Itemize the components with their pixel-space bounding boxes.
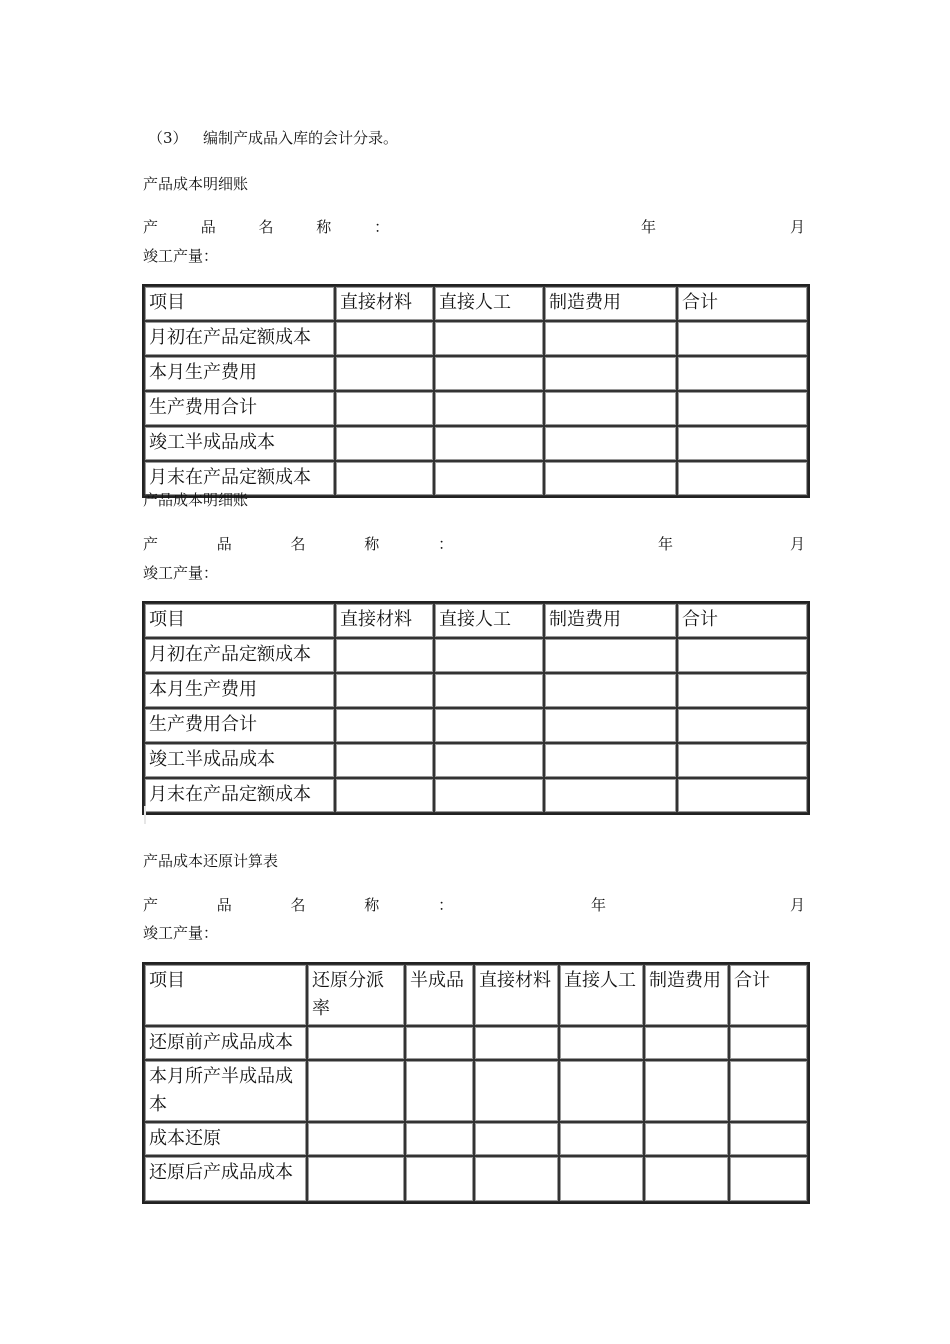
- blank-cell: [405, 1156, 474, 1202]
- table-row: [144, 708, 808, 743]
- blank-cell: [544, 356, 677, 391]
- blank-cell: [677, 391, 808, 426]
- blank-cell: [434, 638, 544, 673]
- blank-cell: [677, 461, 808, 496]
- header-cell: 直接人工: [434, 603, 544, 638]
- ledger2-title: 产品成本明细账: [143, 491, 249, 509]
- blank-cell: [307, 1026, 405, 1060]
- table-row: [144, 673, 808, 708]
- blank-cell: [335, 638, 434, 673]
- header-cell: 直接材料: [335, 603, 434, 638]
- restore-output-label: 竣工产量：: [143, 924, 219, 942]
- row-label: 月末在产品定额成本: [144, 778, 335, 813]
- blank-cell: [644, 1156, 729, 1202]
- blank-cell: [405, 1122, 474, 1156]
- blank-cell: [544, 708, 677, 743]
- blank-cell: [434, 708, 544, 743]
- row-label: 生产费用合计: [144, 391, 335, 426]
- blank-cell: [644, 1026, 729, 1060]
- header-cell: 制造费用: [544, 286, 677, 321]
- header-cell: 制造费用: [544, 603, 677, 638]
- blank-cell: [335, 426, 434, 461]
- header-cell: 直接材料: [474, 964, 559, 1026]
- blank-cell: [644, 1122, 729, 1156]
- header-cell: 直接人工: [559, 964, 644, 1026]
- table-row: [144, 1060, 808, 1122]
- blank-cell: [677, 708, 808, 743]
- table-row: [144, 391, 808, 426]
- blank-cell: [544, 673, 677, 708]
- blank-cell: [474, 1026, 559, 1060]
- header-cell: 项目: [144, 603, 335, 638]
- row-label: 竣工半成品成本: [144, 743, 335, 778]
- table-row: [144, 778, 808, 813]
- blank-cell: [729, 1060, 808, 1122]
- ledger2-output-label: 竣工产量：: [143, 564, 219, 582]
- instruction-number: （3）: [148, 129, 188, 147]
- blank-cell: [544, 426, 677, 461]
- row-label: 本月生产费用: [144, 673, 335, 708]
- row-label: 月末在产品定额成本: [144, 461, 335, 496]
- blank-cell: [307, 1156, 405, 1202]
- blank-cell: [677, 426, 808, 461]
- blank-cell: [434, 426, 544, 461]
- blank-cell: [335, 461, 434, 496]
- blank-cell: [335, 321, 434, 356]
- row-label: 生产费用合计: [144, 708, 335, 743]
- blank-cell: [335, 708, 434, 743]
- faint-mark: [144, 806, 146, 824]
- row-label: 本月生产费用: [144, 356, 335, 391]
- blank-cell: [544, 778, 677, 813]
- blank-cell: [335, 673, 434, 708]
- table-row: [144, 356, 808, 391]
- blank-cell: [434, 673, 544, 708]
- row-label: 还原后产成品成本: [144, 1156, 307, 1202]
- blank-cell: [335, 391, 434, 426]
- header-cell: 半成品: [405, 964, 474, 1026]
- ledger2-product-name-label: 产 品 名 称 ：: [143, 535, 481, 553]
- blank-cell: [677, 638, 808, 673]
- ledger1-table: [142, 284, 810, 498]
- header-cell: 项目: [144, 964, 307, 1026]
- blank-cell: [405, 1060, 474, 1122]
- header-cell: 直接材料: [335, 286, 434, 321]
- header-cell: 还原分派率: [307, 964, 405, 1026]
- blank-cell: [677, 743, 808, 778]
- table-row: [144, 1156, 808, 1202]
- row-label: 竣工半成品成本: [144, 426, 335, 461]
- blank-cell: [434, 321, 544, 356]
- blank-cell: [474, 1122, 559, 1156]
- blank-cell: [544, 321, 677, 356]
- ledger2-month-label: 月: [790, 535, 806, 553]
- blank-cell: [544, 461, 677, 496]
- blank-cell: [559, 1026, 644, 1060]
- table-row: [144, 321, 808, 356]
- row-label: 月初在产品定额成本: [144, 638, 335, 673]
- restore-product-name-label: 产 品 名 称 ：: [143, 896, 481, 914]
- table-header-row: [144, 603, 808, 638]
- row-label: 月初在产品定额成本: [144, 321, 335, 356]
- table-row: [144, 1122, 808, 1156]
- restore-year-label: 年: [591, 896, 607, 914]
- restore-title: 产品成本还原计算表: [143, 852, 279, 870]
- table-row: [144, 638, 808, 673]
- blank-cell: [559, 1156, 644, 1202]
- header-cell: 制造费用: [644, 964, 729, 1026]
- table-row: [144, 1026, 808, 1060]
- blank-cell: [434, 743, 544, 778]
- blank-cell: [307, 1060, 405, 1122]
- blank-cell: [335, 743, 434, 778]
- blank-cell: [474, 1060, 559, 1122]
- blank-cell: [544, 743, 677, 778]
- blank-cell: [677, 673, 808, 708]
- restore-table: [142, 962, 810, 1204]
- blank-cell: [559, 1122, 644, 1156]
- blank-cell: [729, 1026, 808, 1060]
- restore-month-label: 月: [790, 896, 806, 914]
- ledger1-month-label: 月: [790, 218, 806, 236]
- header-cell: 合计: [677, 603, 808, 638]
- table-header-row: [144, 964, 808, 1026]
- header-cell: 项目: [144, 286, 335, 321]
- row-label: 本月所产半成品成本: [144, 1060, 307, 1122]
- ledger1-year-label: 年: [641, 218, 657, 236]
- ledger2-year-label: 年: [658, 535, 674, 553]
- table-header-row: [144, 286, 808, 321]
- blank-cell: [434, 356, 544, 391]
- blank-cell: [544, 638, 677, 673]
- blank-cell: [677, 321, 808, 356]
- blank-cell: [677, 356, 808, 391]
- table-row: [144, 743, 808, 778]
- header-cell: 直接人工: [434, 286, 544, 321]
- instruction-text: 编制产成品入库的会计分录。: [203, 129, 399, 147]
- blank-cell: [544, 391, 677, 426]
- blank-cell: [729, 1122, 808, 1156]
- header-cell: 合计: [677, 286, 808, 321]
- blank-cell: [335, 778, 434, 813]
- ledger1-title: 产品成本明细账: [143, 175, 249, 193]
- table-row: [144, 426, 808, 461]
- row-label: 还原前产成品成本: [144, 1026, 307, 1060]
- header-cell: 合计: [729, 964, 808, 1026]
- blank-cell: [434, 461, 544, 496]
- ledger1-product-name-label: 产 品 名 称 ：: [143, 218, 409, 236]
- ledger1-output-label: 竣工产量：: [143, 247, 219, 265]
- blank-cell: [405, 1026, 474, 1060]
- blank-cell: [559, 1060, 644, 1122]
- blank-cell: [677, 778, 808, 813]
- blank-cell: [729, 1156, 808, 1202]
- row-label: 成本还原: [144, 1122, 307, 1156]
- blank-cell: [307, 1122, 405, 1156]
- blank-cell: [644, 1060, 729, 1122]
- ledger2-table: [142, 601, 810, 815]
- blank-cell: [434, 778, 544, 813]
- blank-cell: [474, 1156, 559, 1202]
- blank-cell: [434, 391, 544, 426]
- blank-cell: [335, 356, 434, 391]
